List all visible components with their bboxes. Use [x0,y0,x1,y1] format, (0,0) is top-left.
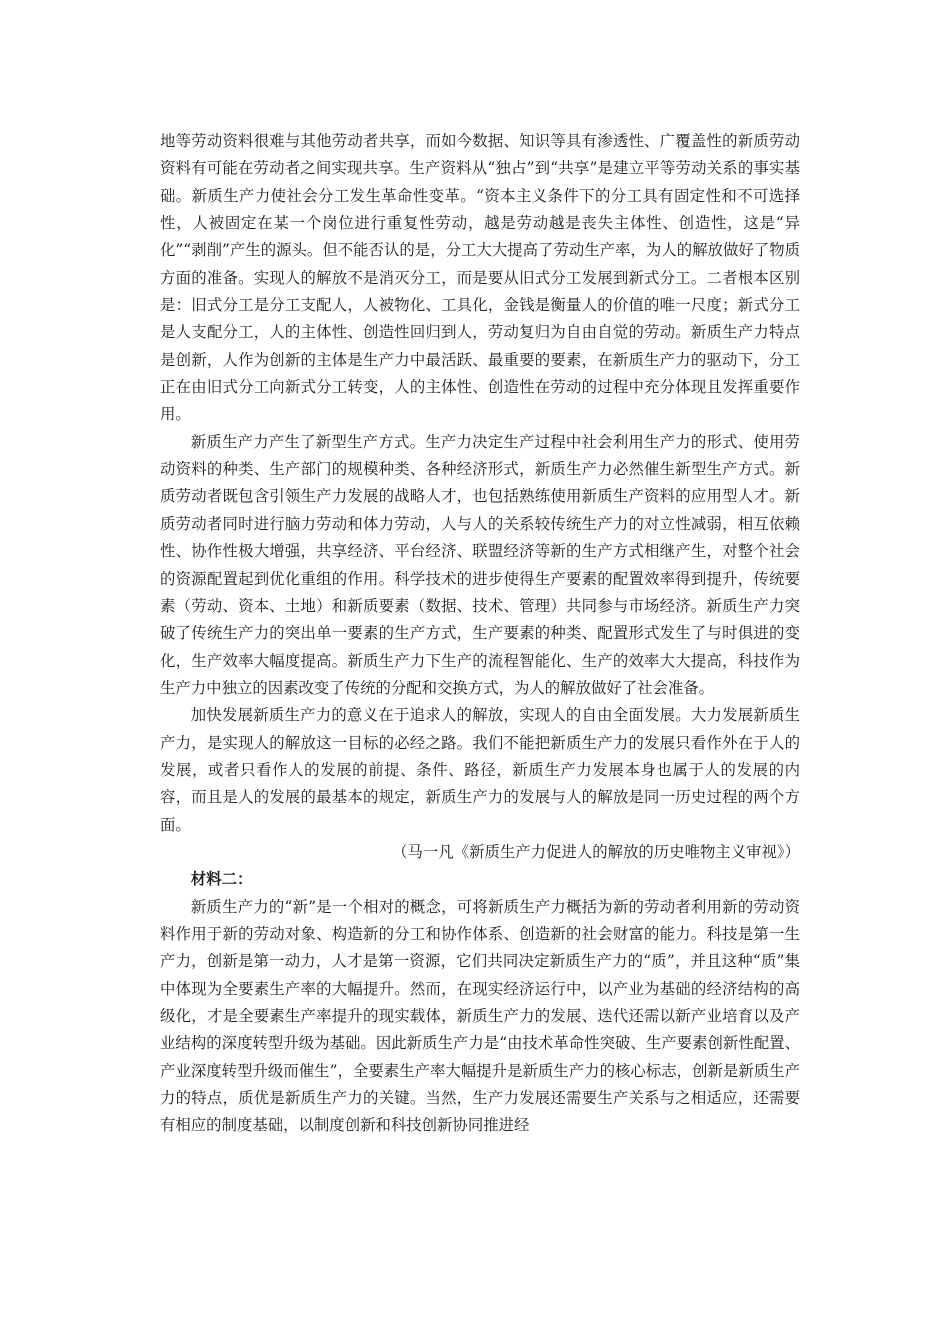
document-page [160,128,800,1140]
paragraph-1: 地等劳动资料很难与其他劳动者共享，而如今数据、知识等具有渗透性、广覆盖性的新质劳动资料有可能在劳动者之间实现共享。生产资料从“独占”到“共享”是建立平等劳动关系的事实基础。新质生产力使社会分工发生革命性变革。“资本主义条件下的分工具有固定性和不可选择性，人被固定在某一个岗位进行重复性劳动，越是劳动越是丧失主体性、创造性，这是“异化”“剥削”产生的源头。但不能否认的是，分工大大提高了劳动生产率，为人的解放做好了物质方面的准备。实现人的解放不是消灭分工，而是要从旧式分工发展到新式分工。二者根本区别是：旧式分工是分工支配人，人被物化、工具化，金钱是衡量人的价值的唯一尺度；新式分工是人支配分工，人的主体性、创造性回归到人，劳动复归为自由自觉的劳动。新质生产力特点是创新，人作为创新的主体是生产力中最活跃、最重要的要素，在新质生产力的驱动下，分工正在由旧式分工向新式分工转变，人的主体性、创造性在劳动的过程中充分体现且发挥重要作用。 [160,132,800,424]
section-heading-material-2: 材料二： [190,870,253,889]
source-citation: （马一凡《新质生产力促进人的解放的历史唯物主义审视》） [392,842,800,861]
paragraph-4: 新质生产力的“新”是一个相对的概念，可将新质生产力概括为新的劳动者利用新的劳动资料作用于新的劳动对象、构造新的分工和协作体系、创造新的社会财富的能力。科技是第一生产力，创新是第一动力，人才是第一资源，它们共同决定新质生产力的“质”，并且这种“质”集中体现为全要素生产率的大幅提升。然而，在现实经济运行中，以产业为基础的经济结构的高级化，才是全要素生产率提升的现实载体，新质生产力的发展、迭代还需以新产业培育以及产业结构的深度转型升级为基础。因此新质生产力是“由技术革命性突破、生产要素创新性配置、产业深度转型升级而催生”，全要素生产率大幅提升是新质生产力的核心标志，创新是新质生产力的特点，质优是新质生产力的关键。当然，生产力发展还需要生产关系与之相适应，还需要有相应的制度基础，以制度创新和科技创新协同推进经 [160,897,800,1135]
paragraph-2: 新质生产力产生了新型生产方式。生产力决定生产过程中社会利用生产力的形式、使用劳动资料的种类、生产部门的规模种类、各种经济形式，新质生产力必然催生新型生产方式。新质劳动者既包含引领生产力发展的战略人才，也包括熟练使用新质生产资料的应用型人才。新质劳动者同时进行脑力劳动和体力劳动，人与人的关系较传统生产力的对立性减弱，相互依赖性、协作性极大增强，共享经济、平台经济、联盟经济等新的生产方式相继产生，对整个社会的资源配置起到优化重组的作用。科学技术的进步使得生产要素的配置效率得到提升，传统要素（劳动、资本、土地）和新质要素（数据、技术、管理）共同参与市场经济。新质生产力突破了传统生产力的突出单一要素的生产方式，生产要素的种类、配置形式发生了与时俱进的变化，生产效率大幅度提高。新质生产力下生产的流程智能化、生产的效率大大提高，科技作为生产力中独立的因素改变了传统的分配和交换方式，为人的解放做好了社会准备。 [160,432,800,697]
paragraph-3: 加快发展新质生产力的意义在于追求人的解放，实现人的自由全面发展。大力发展新质生产力，是实现人的解放这一目标的必经之路。我们不能把新质生产力的发展只看作外在于人的发展，或者只看作人的发展的前提、条件、路径，新质生产力发展本身也属于人的发展的内容，而且是人的发展的最基本的规定，新质生产力的发展与人的解放是同一历史过程的两个方面。 [160,706,800,834]
